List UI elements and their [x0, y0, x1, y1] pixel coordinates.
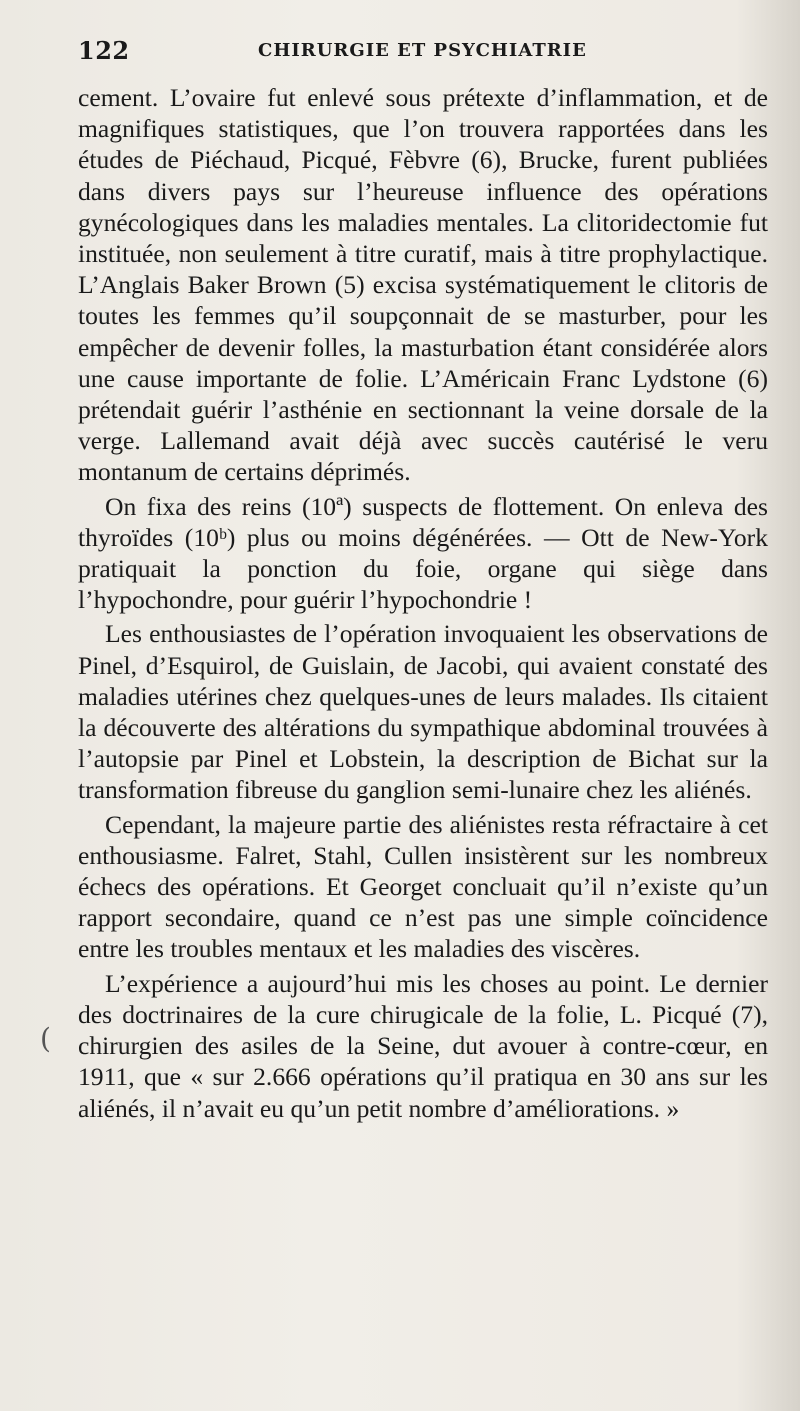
paragraph-1: cement. L’ovaire fut enlevé sous prétexte d’inflammation, et de magnifiques statistiques, que l’on trouvera rapportées dans les études de Piéchaud, Picqué, Fèbvre (6), Brucke, furent publiées dans divers pays sur l’heureuse influence des opérations gynécologiques dans les maladies mentales. La clitoridectomie fut instituée, non seulement à titre curatif, mais à titre prophylactique. L’Anglais Baker Brown (5) excisa systématiquement le clitoris de toutes les femmes qu’il soupçonnait de se masturber, pour les empêcher de devenir folles, la masturbation étant considérée alors une cause importante de folie. L’Américain Franc Lydstone (6) prétendait guérir l’asthénie en sectionnant la veine dorsale de la verge. Lallemand avait déjà avec succès cautérisé le veru montanum de certains déprimés. [78, 83, 768, 487]
running-title: CHIRURGIE ET PSYCHIATRIE [258, 40, 587, 61]
body-text [78, 82, 768, 1124]
page-number: 122 [78, 36, 130, 65]
paragraph-2: On fixa des reins (10ª) suspects de flottement. On enleva des thyroïdes (10ᵇ) plus ou moins dégénérées. — Ott de New-York pratiquait la ponction du foie, organe qui siège dans l’hypochondre, pour guérir l’hypochondrie ! [78, 491, 768, 615]
page-header [78, 36, 760, 66]
margin-pencil-mark: ( [40, 1022, 51, 1055]
paragraph-5: L’expérience a aujourd’hui mis les choses au point. Le dernier des doctrinaires de la cure chirugicale de la folie, L. Picqué (7), chirurgien des asiles de la Seine, dut avouer à contre-cœur, en 1911, que « sur 2.666 opérations qu’il pratiqua en 30 ans sur les aliénés, il n’avait eu qu’un petit nombre d’améliorations. » [78, 968, 768, 1123]
paragraph-3: Les enthousiastes de l’opération invoquaient les observations de Pinel, d’Esquirol, de Guislain, de Jacobi, qui avaient constaté des maladies utérines chez quelques-unes de leurs malades. Ils citaient la découverte des altérations du sympathique abdominal trouvées à l’autopsie par Pinel et Lobstein, la description de Bichat sur la transformation fibreuse du ganglion semi-lunaire chez les aliénés. [78, 619, 768, 805]
paragraph-4: Cependant, la majeure partie des aliénistes resta réfractaire à cet enthousiasme. Falret, Stahl, Cullen insistèrent sur les nombreux échecs des opérations. Et Georget concluait qu’il n’existe qu’un rapport secondaire, quand ce n’est pas une simple coïncidence entre les troubles mentaux et les maladies des viscères. [78, 809, 768, 964]
